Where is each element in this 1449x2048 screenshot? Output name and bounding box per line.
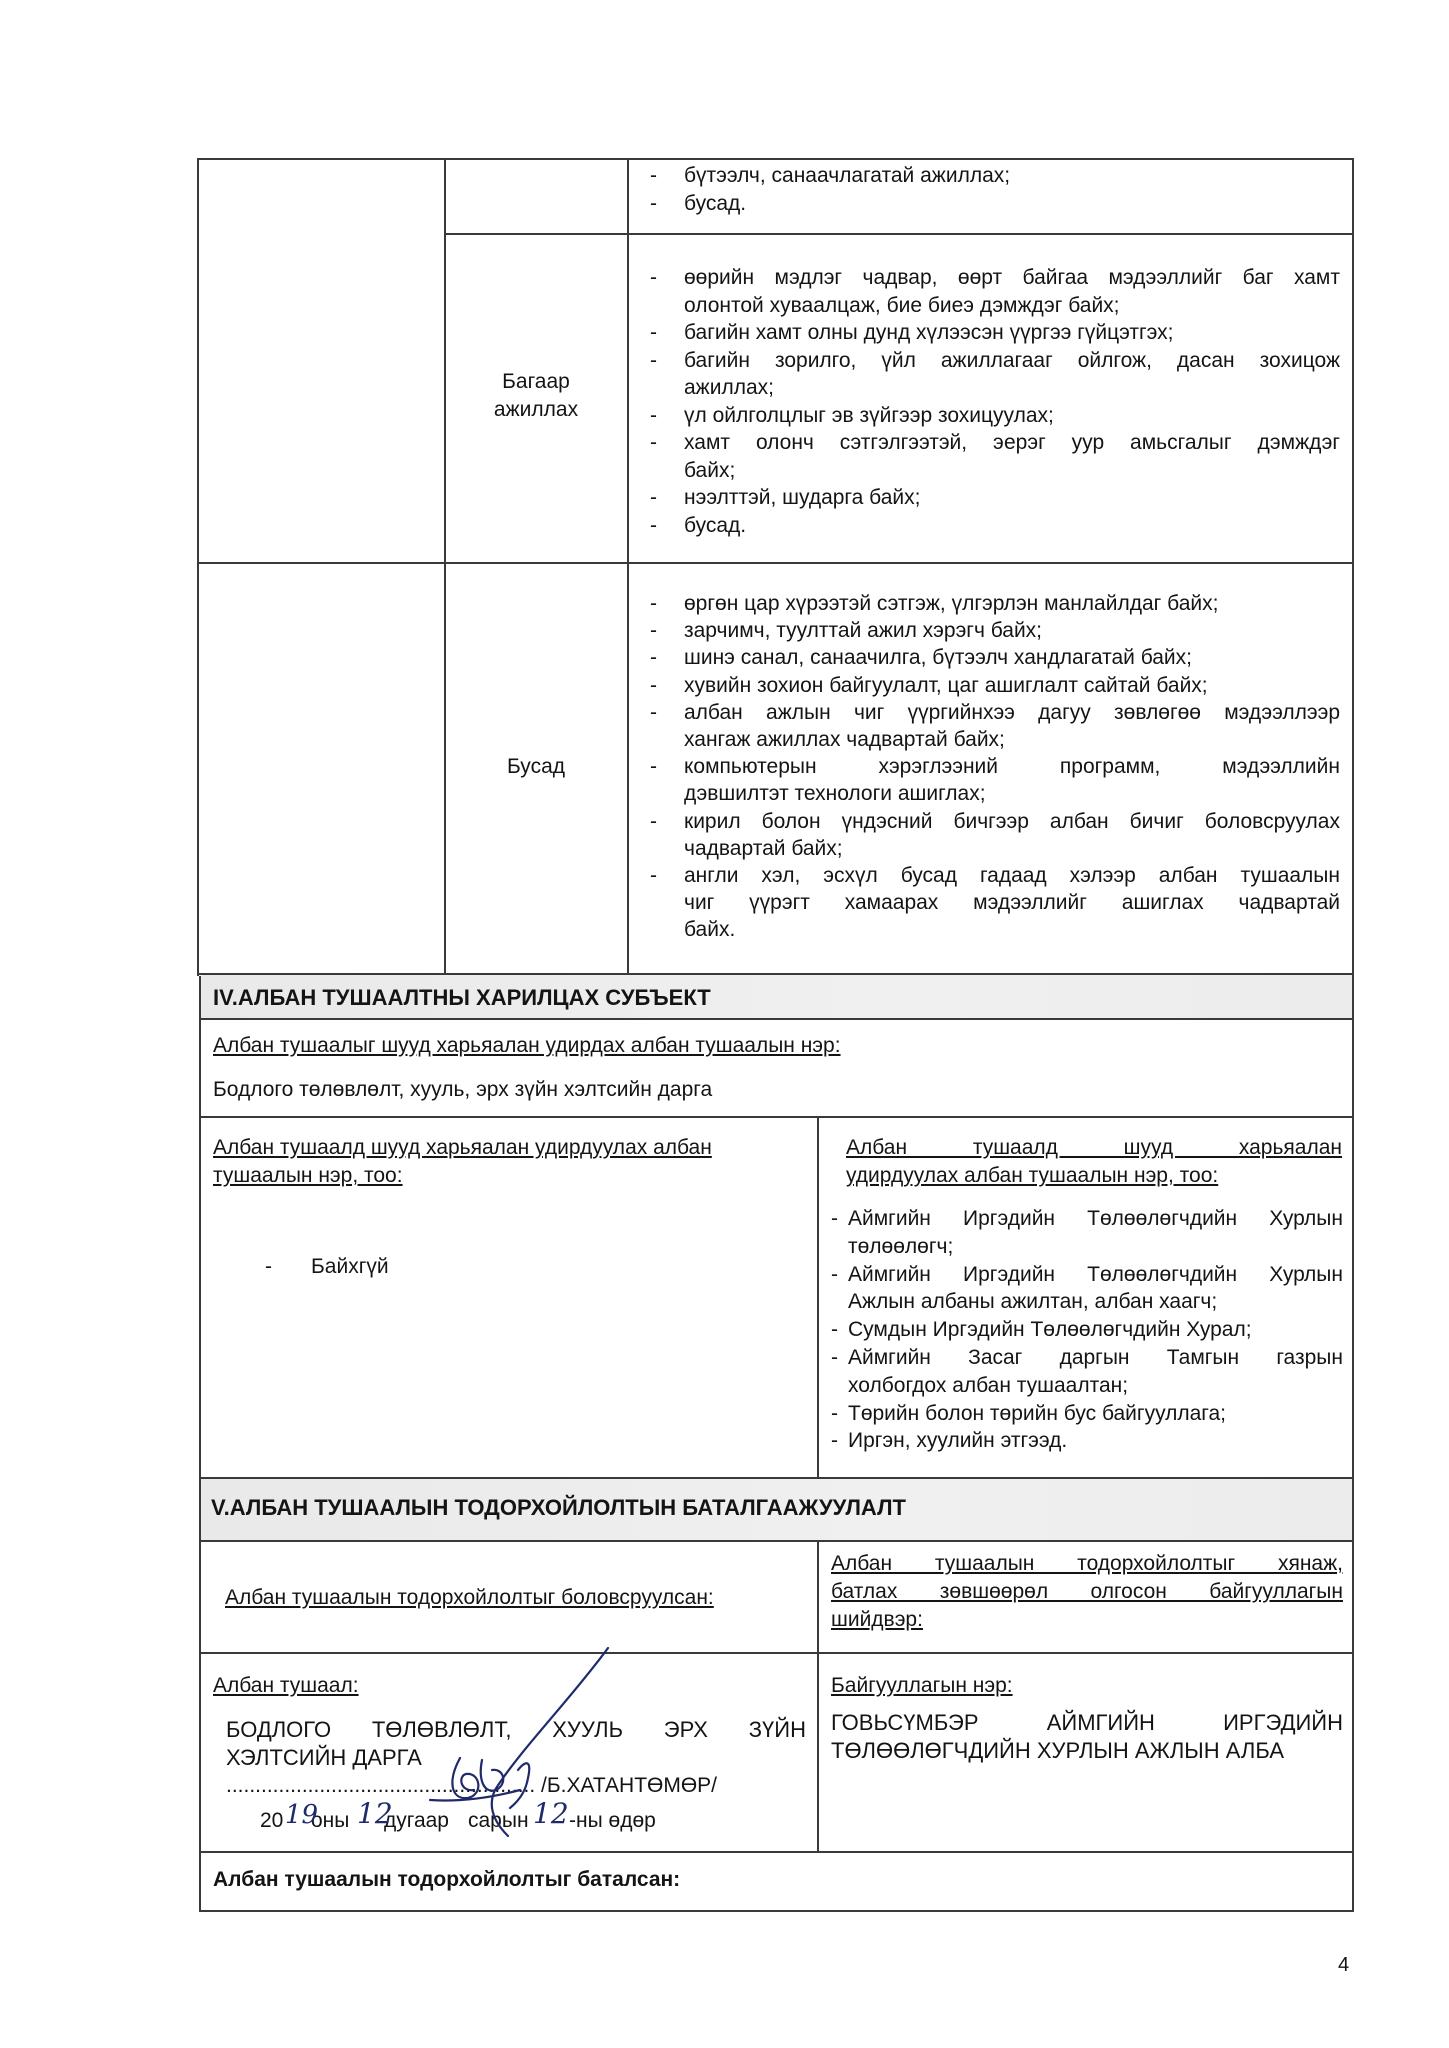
row-divider-2 — [197, 562, 1354, 564]
position-label: Албан тушаал: — [213, 1674, 359, 1697]
list-item: - Аймгийн Засаг даргын Тамгын газрын холбогдох албан тушаалтан; — [831, 1346, 1343, 1397]
list-item: - компьютерын хэрэглээний программ, мэдээллийн дэвшилтэт технологи ашиглах; — [650, 755, 1340, 806]
list-item: - Төрийн болон төрийн бус байгууллага; — [831, 1401, 1227, 1425]
list-item: - зарчимч, туулттай ажил хэрэгч байх; — [650, 619, 1043, 643]
row-divider-7 — [199, 1540, 1354, 1542]
list-item: - Аймгийн Иргэдийн Төлөөлөгчдийн Хурлын Ажлын албаны ажилтан, албан хаагч; — [831, 1262, 1343, 1314]
row-divider-8 — [199, 1652, 1354, 1654]
approval-decision-label: Албан тушаалын тодорхойлолтыг хянаж, батлах зөвшөөрөл олгосон байгууллагын шийдвэр: — [831, 1552, 1343, 1631]
table-border-left — [197, 158, 199, 976]
row-divider-4 — [199, 1018, 1354, 1020]
position-name: БОДЛОГО ТӨЛӨВЛӨЛТ, ХУУЛЬ ЭРХ ЗҮЙН ХЭЛТСИЙН ДАРГА — [226, 1717, 806, 1770]
page-number: 4 — [1338, 1954, 1350, 1976]
section-4-heading: IV.АЛБАН ТУШААЛТНЫ ХАРИЛЦАХ СУБЪЕКТ — [213, 985, 711, 1010]
list-item: - кирил болон үндэсний бичгээр албан бичиг боловсруулах чадвартай байх; — [650, 809, 1340, 860]
teamwork-label: Багаар ажиллах — [493, 370, 579, 421]
list-item: - нээлттэй, шударга байх; — [650, 486, 921, 509]
list-item: - хамт олонч сэтгэлгээтэй, эерэг уур амьсгалыг дэмждэг байх; — [650, 431, 1340, 482]
list-item: - Сумдын Иргэдийн Төлөөлөгчдийн Хурал; — [831, 1318, 1252, 1342]
table-bottom-border — [199, 1910, 1354, 1912]
list-item: - англи хэл, эсхүл бусад гадаад хэлээр албан тушаалын чиг үүрэгт хамаарах мэдээллийг ашиглах чадвартай байх. — [650, 864, 1340, 942]
list-item: - албан ажлын чиг үүргийнхээ дагуу зөвлөгөө мэдээллээр хангаж ажиллах чадвартай байх; — [650, 700, 1340, 751]
list-item: - үл ойлголцлыг эв зүйгээр зохицуулах; — [650, 403, 1054, 427]
row-divider-9 — [199, 1851, 1354, 1853]
row-divider-1 — [444, 233, 1354, 235]
organization-name: ГОВЬСҮМБЭР АЙМГИЙН ИРГЭДИЙН ТӨЛӨӨЛӨГЧДИЙН ХУРЛЫН АЖЛЫН АЛБА — [831, 1710, 1343, 1763]
table-border-right — [1352, 158, 1354, 1910]
list-item: - багийн хамт олны дунд хүлээсэн үүргээ гүйцэтгэх; — [650, 321, 1174, 344]
section-5-heading: V.АЛБАН ТУШААЛЫН ТОДОРХОЙЛОЛТЫН БАТАЛГААЖУУЛАЛТ — [211, 1495, 906, 1520]
table-col-divider-1 — [444, 158, 446, 976]
approved-by-label: Албан тушаалын тодорхойлолтыг баталсан: — [213, 1868, 681, 1891]
handwritten-signature — [400, 1640, 620, 1850]
list-item: - хувийн зохион байгуулалт, цаг ашиглалт сайтай байх; — [650, 673, 1208, 697]
organization-label: Байгууллагын нэр: — [831, 1674, 1013, 1697]
list-item: - Иргэн, хуулийн этгээд. — [831, 1429, 1068, 1453]
list-item: - өөрийн мэдлэг чадвар, өөрт байгаа мэдээллийг баг хамт олонтой хуваалцаж, бие биеэ дэмждэг байх; — [650, 266, 1340, 317]
list-item: - Аймгийн Иргэдийн Төлөөлөгчдийн Хурлын төлөөлөгч; — [831, 1207, 1343, 1258]
col-divider-contacts — [817, 1116, 819, 1478]
prepared-by-label: Албан тушаалын тодорхойлолтыг боловсруулсан: — [225, 1586, 714, 1609]
supervisor-value: Бодлого төлөвлөлт, хууль, эрх зүйн хэлтсийн дарга — [213, 1078, 713, 1101]
col-divider-approval — [817, 1540, 819, 1852]
list-item: - өргөн цар хүрээтэй сэтгэж, үлгэрлэн манлайлдаг байх; — [650, 592, 1219, 615]
signature-line: ..................................................... /Б.ХАТАНТӨМӨР/ — [226, 1774, 718, 1797]
table-col-divider-2 — [627, 158, 629, 976]
list-item: - багийн зорилго, үйл ажиллагааг ойлгож, дасан зохицож ажиллах; — [650, 348, 1340, 399]
row-divider-5 — [199, 1116, 1354, 1118]
list-item: - бусад. — [650, 513, 747, 537]
subordinates-label: Албан тушаалд шууд харьяалан удирдуулах албан тушаалын нэр, тоо: — [213, 1136, 712, 1187]
list-item: - шинэ санал, санаачилга, бүтээлч хандлагатай байх; — [650, 646, 1192, 670]
other-label: Бусад — [506, 755, 566, 778]
supervisor-label: Албан тушаалыг шууд харьяалан удирдах албан тушаалын нэр: — [213, 1034, 841, 1057]
table-top-border — [197, 158, 1354, 160]
contacts-label: Албан тушаалд шууд харьяалан удирдуулах албан тушаалын нэр, тоо: — [846, 1136, 1342, 1187]
